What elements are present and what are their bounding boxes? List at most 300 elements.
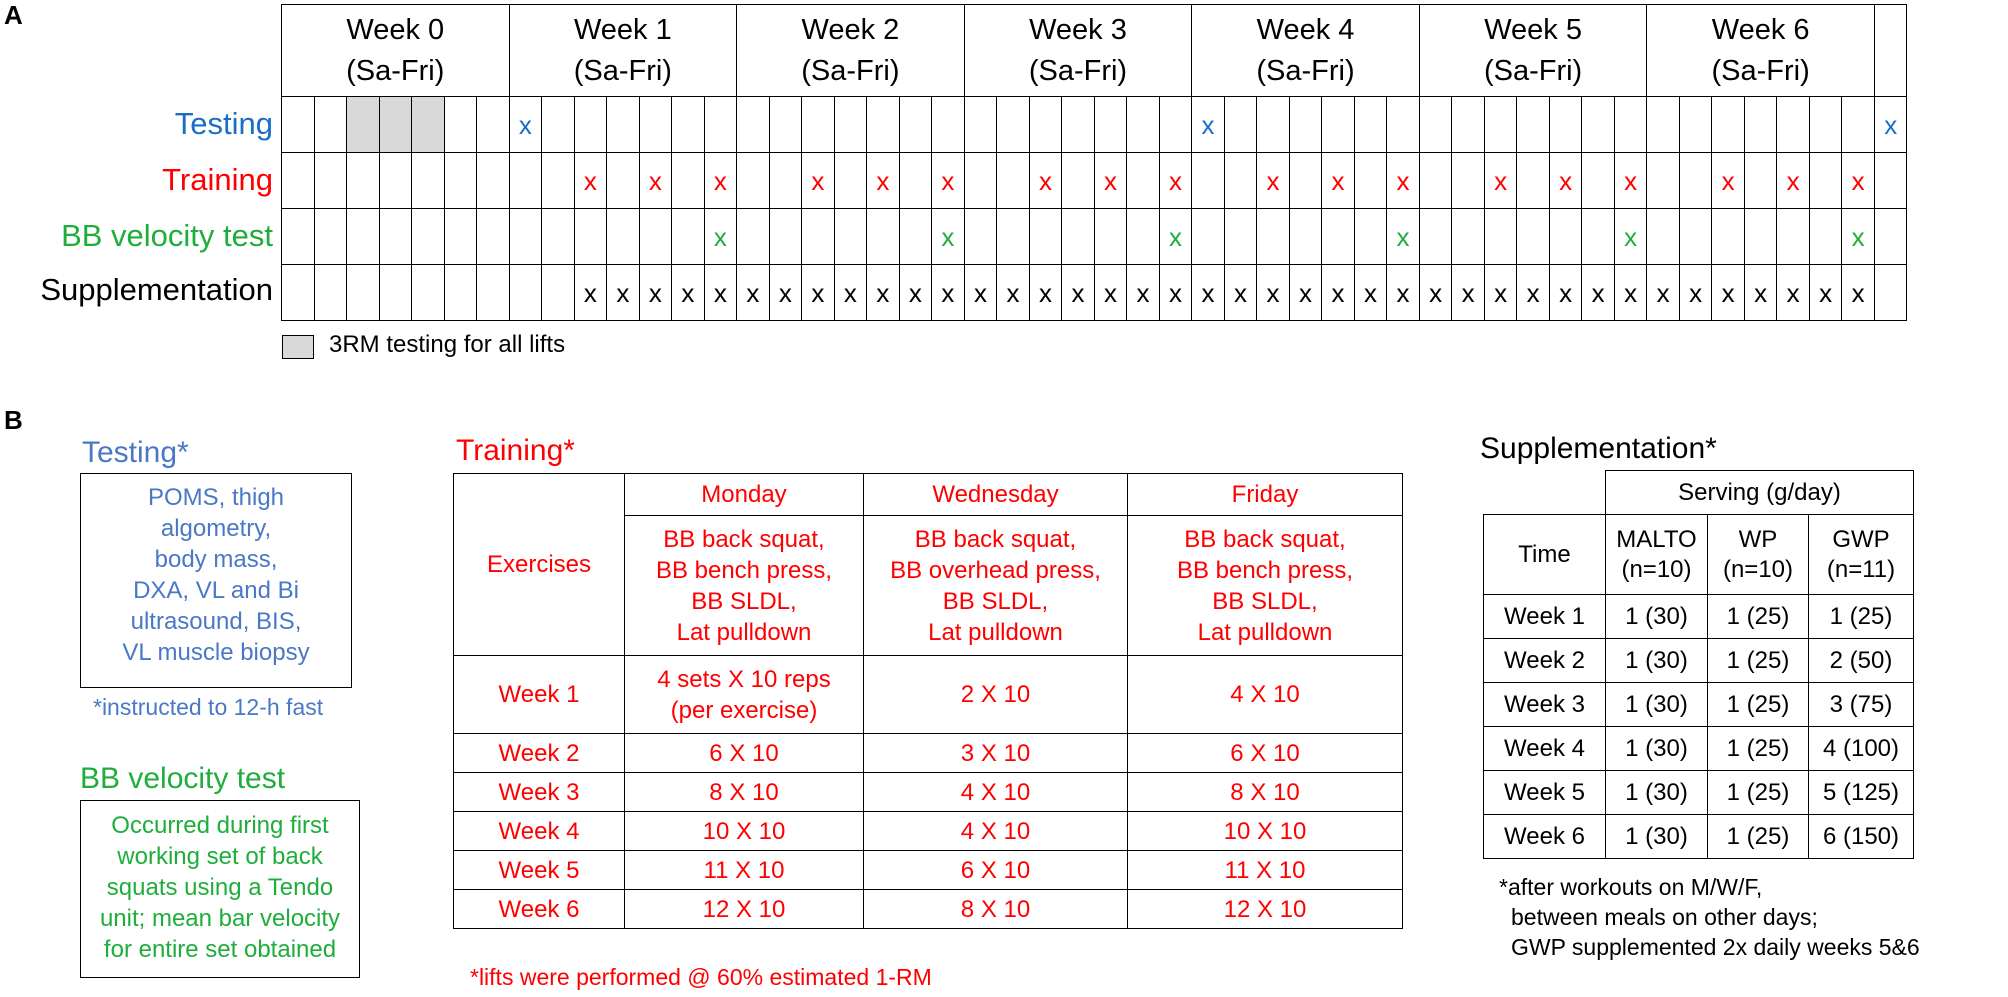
supp-mark: x [1299,277,1312,308]
week-days: (Sa-Fri) [1483,54,1583,87]
sets-reps: 4 sets X 10 reps (per exercise) [625,656,864,734]
grid-cell [1387,265,1420,321]
grid-cell [542,209,575,265]
training-mark: x [1786,165,1800,196]
grid-cell [1452,209,1485,265]
bb-velocity-line: unit; mean bar velocity [99,905,341,932]
grid-cell [607,153,640,209]
week-label: Week 4 [454,812,625,851]
training-mark: x [1559,165,1573,196]
week-days: (Sa-Fri) [1028,54,1128,87]
grid-cell [412,265,445,321]
day-header: Monday [625,474,864,516]
supp-mark: x [1819,277,1833,308]
supp-mark: x [1331,277,1345,308]
training-mark: x [1266,165,1280,196]
week-label: Week 1 [1484,595,1606,639]
week-header [282,5,510,97]
grid-cell [1549,153,1582,209]
grid-cell [1712,97,1745,153]
grid-cell [347,265,380,321]
supplementation-note-line: GWP supplemented 2x daily weeks 5&6 [1511,934,1920,960]
grid-cell [964,209,997,265]
grid-cell [282,97,315,153]
supp-mark: x [1364,277,1377,308]
grid-cell [1582,97,1615,153]
serving-value: 5 (125) [1809,771,1914,815]
grid-cell [1224,153,1257,209]
blank-cell [1484,471,1606,515]
grid-cell [1419,265,1452,321]
grid-cell [1809,97,1842,153]
supp-mark: x [1006,277,1020,308]
grid-cell [737,153,770,209]
training-mark: x [1624,165,1638,196]
grid-cell [1874,153,1907,209]
supp-mark: x [1201,277,1215,308]
testing-mark: x [1884,109,1898,140]
serving-value: 1 (30) [1606,639,1708,683]
training-mark: x [713,165,727,196]
supp-mark: x [973,277,987,308]
week-header [509,5,737,97]
serving-value: 1 (30) [1606,595,1708,639]
grid-cell [639,97,672,153]
grid-cell [1744,97,1777,153]
supp-mark: x [1526,277,1540,308]
week-label: Week 3 [1029,13,1127,46]
supp-mark: x [1038,277,1052,308]
grid-cell [1094,153,1127,209]
testing-line: DXA, VL and Bi [133,577,299,604]
bb-velocity-box [80,800,360,978]
grid-cell [802,265,835,321]
training-mark: x [1851,165,1865,196]
grid-cell [932,153,965,209]
bb-velocity-title: BB velocity test [80,762,286,795]
sets-reps: 4 X 10 [1128,656,1403,734]
grid-cell [672,153,705,209]
grid-cell [932,265,965,321]
grid-cell [444,97,477,153]
exercise-item: BB back squat, [1184,525,1346,553]
training-mark: x [583,165,597,196]
supp-mark: x [1591,277,1605,308]
training-mark: x [876,165,890,196]
grid-cell [672,265,705,321]
sets-reps: 12 X 10 [1128,890,1403,929]
grid-cell [834,209,867,265]
grid-cell [704,265,737,321]
supp-mark: x [681,277,695,308]
supp-mark: x [876,277,890,308]
grid-cell [379,97,412,153]
training-table [453,473,1403,929]
supplementation-table [1483,470,1914,859]
grid-cell [1874,209,1907,265]
sets-reps: 10 X 10 [625,812,864,851]
grid-cell [769,97,802,153]
group-n: (n=10) [1621,555,1692,583]
week-days: (Sa-Fri) [801,54,900,87]
grid-cell [1062,209,1095,265]
grid-cell [1842,265,1875,321]
training-mark: x [1494,165,1508,196]
bb-mark: x [713,221,727,252]
testing-line: POMS, thigh [147,484,285,511]
grid-cell [997,209,1030,265]
grid-cell [1582,153,1615,209]
grid-cell [964,265,997,321]
grid-cell [834,265,867,321]
week-label: Week 2 [454,734,625,773]
grid-cell [607,209,640,265]
grid-cell [1614,97,1647,153]
supp-mark: x [1559,277,1573,308]
exercise-item: BB SLDL, [1212,587,1318,615]
grid-cell [1387,209,1420,265]
exercise-list [1128,516,1403,656]
grid-cell [1094,265,1127,321]
grid-cell [769,265,802,321]
testing-mark: x [1201,109,1215,140]
grid-cell [899,265,932,321]
row-label-bb-velocity: BB velocity test [61,218,273,253]
grid-cell [1744,153,1777,209]
week-label: Week 5 [1484,771,1606,815]
exercise-item: BB bench press, [1176,556,1354,584]
grid-cell [1029,153,1062,209]
grid-cell [1517,153,1550,209]
grid-cell [1322,209,1355,265]
exercise-item: BB SLDL, [942,587,1049,615]
training-mark: x [941,165,955,196]
serving-value: 4 (100) [1809,727,1914,771]
grid-cell [1094,209,1127,265]
grid-cell [802,97,835,153]
grid-cell [964,97,997,153]
training-title: Training* [456,434,575,467]
grid-cell [802,209,835,265]
grid-cell [1159,97,1192,153]
exercises-label: Exercises [454,474,625,656]
serving-value: 6 (150) [1809,815,1914,859]
training-mark: x [1038,165,1052,196]
grid-cell [1192,265,1225,321]
grid-cell [347,97,380,153]
grid-cell [1549,97,1582,153]
grid-cell [282,153,315,209]
legend-swatch [282,335,314,359]
group-name: GWP [1832,525,1890,553]
grid-cell [704,209,737,265]
grid-cell [574,97,607,153]
supp-mark: x [1071,277,1085,308]
grid-cell [444,153,477,209]
week-header [964,5,1192,97]
grid-cell [1029,97,1062,153]
group-header [1708,515,1809,595]
grid-cell [1257,97,1290,153]
grid-cell [867,97,900,153]
supp-mark: x [1103,277,1117,308]
grid-cell [1614,209,1647,265]
week-days: (Sa-Fri) [1256,54,1355,87]
week-label: Week 5 [1484,13,1582,46]
grid-cell [1874,265,1907,321]
serving-value: 1 (25) [1708,727,1809,771]
bb-velocity-line: for entire set obtained [103,936,337,963]
grid-cell [1354,97,1387,153]
grid-cell [444,265,477,321]
grid-cell [1062,265,1095,321]
training-mark: x [1168,165,1182,196]
serving-value: 1 (25) [1708,815,1809,859]
grid-cell [867,265,900,321]
grid-cell [1874,5,1907,97]
row-label-supplementation: Supplementation [40,272,273,307]
supp-mark: x [1656,277,1670,308]
supp-mark: x [648,277,662,308]
supp-mark: x [908,277,922,308]
grid-cell [1647,265,1680,321]
grid-cell [1224,209,1257,265]
grid-cell [1127,209,1160,265]
group-n: (n=10) [1722,555,1794,583]
serving-value: 1 (30) [1606,771,1708,815]
serving-value: 2 (50) [1809,639,1914,683]
bb-mark: x [1396,221,1410,252]
serving-value: 1 (30) [1606,683,1708,727]
grid-cell [1744,265,1777,321]
grid-cell [574,209,607,265]
grid-cell [899,97,932,153]
grid-cell [1809,209,1842,265]
exercise-list [864,516,1128,656]
grid-cell [1127,265,1160,321]
grid-cell [997,153,1030,209]
testing-line: VL muscle biopsy [122,639,310,666]
grid-cell [509,209,542,265]
grid-cell [1354,265,1387,321]
grid-cell [1289,209,1322,265]
grid-cell [867,209,900,265]
grid-cell [1127,153,1160,209]
testing-line: body mass, [154,546,278,573]
sets-reps: 8 X 10 [864,890,1128,929]
grid-cell [1647,97,1680,153]
grid-cell [1419,153,1452,209]
grid-cell [477,265,510,321]
group-header [1809,515,1914,595]
supp-mark: x [843,277,857,308]
grid-cell [1777,209,1810,265]
bb-mark: x [941,221,955,252]
grid-cell [834,153,867,209]
sets-reps: 6 X 10 [1128,734,1403,773]
grid-cell [607,97,640,153]
sets-reps: 8 X 10 [625,773,864,812]
grid-cell [412,97,445,153]
supp-mark: x [1396,277,1410,308]
grid-cell [1257,209,1290,265]
group-name: MALTO [1616,525,1697,553]
exercise-item: BB back squat, [663,525,825,553]
testing-note: *instructed to 12-h fast [93,694,324,720]
grid-cell [639,265,672,321]
grid-cell [704,97,737,153]
grid-cell [282,209,315,265]
grid-cell [314,265,347,321]
grid-cell [314,153,347,209]
grid-cell [1647,209,1680,265]
serving-value: 1 (25) [1708,771,1809,815]
serving-value: 1 (25) [1708,639,1809,683]
group-header [1606,515,1708,595]
grid-cell [1517,265,1550,321]
sets-reps: 11 X 10 [1128,851,1403,890]
supp-mark: x [1266,277,1280,308]
supp-mark: x [1461,277,1475,308]
exercise-item: BB bench press, [655,556,833,584]
grid-cell [1842,97,1875,153]
legend-label: 3RM testing for all lifts [329,331,566,358]
grid-cell [1322,265,1355,321]
grid-cell [1842,209,1875,265]
week-days: (Sa-Fri) [573,54,672,87]
grid-cell [1582,265,1615,321]
row-label-training: Training [162,162,273,197]
grid-cell [412,209,445,265]
grid-cell [1582,209,1615,265]
week-label: Week 4 [1256,13,1355,46]
grid-cell [867,153,900,209]
grid-cell [1452,97,1485,153]
grid-cell [1419,97,1452,153]
grid-cell [509,265,542,321]
week-label: Week 0 [346,13,445,46]
grid-cell [1549,209,1582,265]
grid-cell [1159,153,1192,209]
supp-mark: x [746,277,760,308]
supp-mark: x [616,277,630,308]
grid-cell [314,209,347,265]
supp-mark: x [778,277,792,308]
grid-cell [1549,265,1582,321]
week-label: Week 2 [801,13,900,46]
grid-cell [1159,209,1192,265]
supp-mark: x [811,277,825,308]
training-mark: x [1331,165,1345,196]
grid-cell [997,265,1030,321]
week-label: Week 4 [1484,727,1606,771]
testing-title: Testing* [82,436,189,469]
supp-mark: x [713,277,727,308]
sets-reps: 6 X 10 [864,851,1128,890]
serving-value: 1 (25) [1708,595,1809,639]
exercise-list [625,516,864,656]
grid-cell [1224,265,1257,321]
grid-cell [899,153,932,209]
grid-cell [1322,153,1355,209]
week-label: Week 2 [1484,639,1606,683]
supp-mark: x [1234,277,1247,308]
bb-velocity-line: squats using a Tendo [106,874,334,901]
grid-cell [1029,265,1062,321]
schedule-grid [281,4,1907,321]
grid-cell [1062,153,1095,209]
grid-cell [639,153,672,209]
week-days: (Sa-Fri) [1711,54,1810,87]
grid-cell [1679,209,1712,265]
grid-cell [1257,153,1290,209]
grid-cell [1679,153,1712,209]
grid-cell [1062,97,1095,153]
serving-value: 1 (30) [1606,727,1708,771]
grid-cell [574,265,607,321]
sets-reps: 11 X 10 [625,851,864,890]
grid-cell [1809,265,1842,321]
grid-cell [1419,209,1452,265]
week-label: Week 3 [1484,683,1606,727]
grid-cell [347,209,380,265]
grid-cell [899,209,932,265]
grid-cell [1159,265,1192,321]
day-header: Wednesday [864,474,1128,516]
grid-cell [834,97,867,153]
supp-mark: x [583,277,597,308]
grid-cell [1192,209,1225,265]
grid-cell [1289,265,1322,321]
training-note: *lifts were performed @ 60% estimated 1-RM [470,964,932,990]
grid-cell [802,153,835,209]
grid-cell [639,209,672,265]
grid-cell [1452,265,1485,321]
panel-b-letter: B [4,405,23,435]
exercise-item: Lat pulldown [928,618,1063,646]
week-label: Week 6 [1484,815,1606,859]
sets-reps: 4 X 10 [864,812,1128,851]
supp-mark: x [1689,277,1703,308]
exercise-item: Lat pulldown [676,618,812,646]
bb-mark: x [1624,221,1638,252]
grid-cell [769,209,802,265]
grid-cell [672,209,705,265]
testing-mark: x [518,109,532,140]
grid-cell [379,153,412,209]
grid-cell [444,209,477,265]
serving-value: 3 (75) [1809,683,1914,727]
week-label: Week 6 [1711,13,1810,46]
grid-cell [1777,265,1810,321]
grid-cell [477,97,510,153]
grid-cell [1517,97,1550,153]
training-mark: x [648,165,662,196]
grid-cell [1614,265,1647,321]
grid-cell [1322,97,1355,153]
grid-cell [932,209,965,265]
supp-mark: x [1494,277,1508,308]
bb-mark: x [1168,221,1182,252]
training-mark: x [1721,165,1735,196]
serving-value: 1 (25) [1708,683,1809,727]
grid-cell [607,265,640,321]
grid-cell [574,153,607,209]
time-header: Time [1484,515,1606,595]
grid-cell [1614,153,1647,209]
grid-cell [542,265,575,321]
week-label: Week 5 [454,851,625,890]
